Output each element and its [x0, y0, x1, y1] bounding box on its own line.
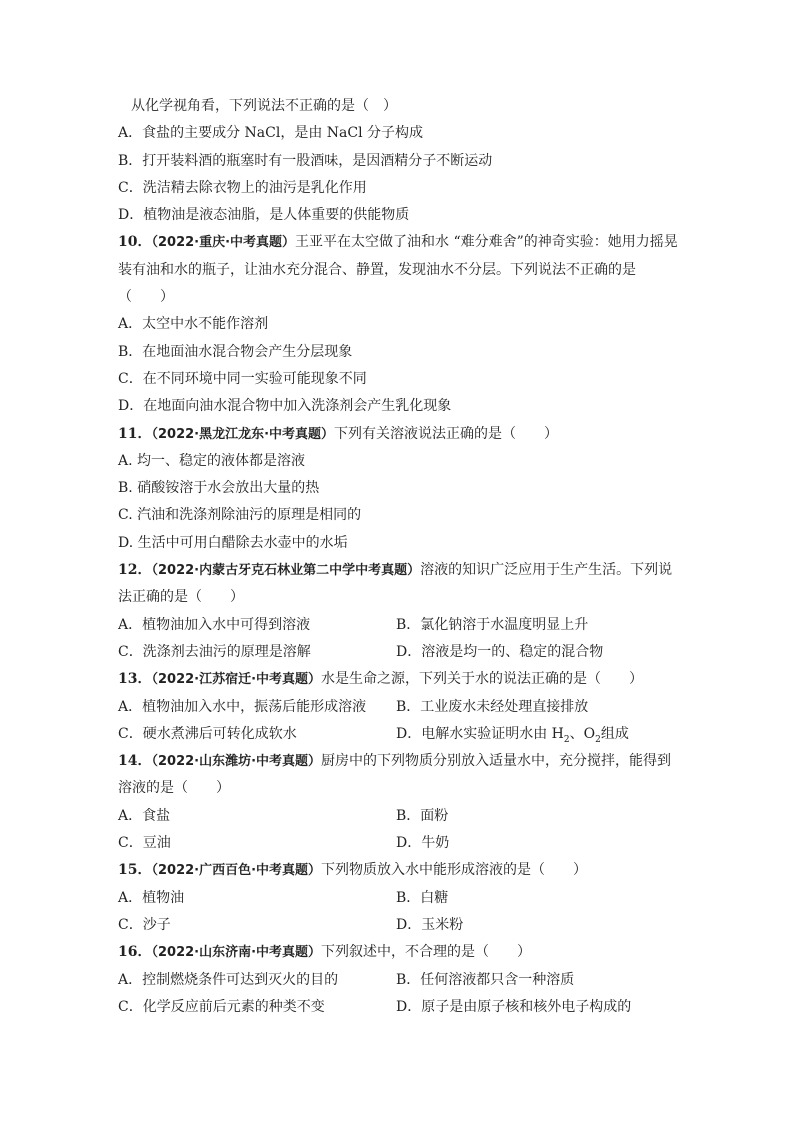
question-11-option-b: B. 硝酸铵溶于水会放出大量的热 — [118, 480, 320, 497]
question-10-stem-line3: （ ） — [118, 289, 174, 306]
question-number: 14． — [118, 753, 152, 770]
question-9-option-b: B．打开装料酒的瓶塞时有一股酒味，是因酒精分子不断运动 — [118, 152, 493, 169]
question-13-options-row2 — [118, 721, 688, 748]
question-10-option-b: B．在地面油水混合物会产生分层现象 — [118, 343, 353, 360]
question-14-options-row2 — [118, 830, 688, 857]
question-source: （2022·广西百色·中考真题） — [151, 863, 322, 879]
question-10-stem-line2: 装有油和水的瓶子，让油水充分混合、静置，发现油水不分层。下列说法不正确的是 — [118, 261, 636, 278]
question-13-option-a: A．植物油加入水中，振荡后能形成溶液 — [118, 698, 367, 715]
question-13-option-d: D．电解水实验证明水由 $H_2$、$O_2$组成 — [396, 725, 629, 745]
question-source: （2022·山东济南·中考真题） — [151, 945, 322, 961]
question-14-option-d: D．牛奶 — [396, 835, 450, 852]
question-number: 16． — [118, 944, 152, 961]
question-12-option-d: D．溶液是均一的、稳定的混合物 — [396, 643, 604, 660]
question-text: 下列叙述中，不合理的是（ ） — [321, 944, 532, 961]
question-12-stem — [118, 557, 688, 584]
question-15-option-b: B．白糖 — [396, 889, 449, 906]
question-10-stem — [118, 229, 688, 256]
question-13-stem — [118, 666, 688, 693]
question-12-options-row2 — [118, 639, 688, 666]
question-15-options-row1 — [118, 885, 688, 912]
question-13-option-b: B．工业废水未经处理直接排放 — [396, 698, 589, 715]
question-16-option-b: B．任何溶液都只含一种溶质 — [396, 971, 575, 988]
question-12-option-b: B．氯化钠溶于水温度明显上升 — [396, 616, 589, 633]
question-number: 13． — [118, 671, 152, 688]
question-text: 溶液的知识广泛应用于生产生活。下列说 — [420, 562, 673, 579]
question-10-option-c: C．在不同环境中同一实验可能现象不同 — [118, 370, 367, 387]
question-text: 下列有关溶液说法正确的是（ ） — [334, 425, 559, 442]
question-source: （2022·山东潍坊·中考真题） — [151, 754, 322, 770]
question-text: 水是生命之源，下列关于水的说法正确的是（ ） — [321, 671, 644, 688]
question-9-option-d: D．植物油是液态油脂，是人体重要的供能物质 — [118, 207, 410, 224]
question-11-stem — [118, 421, 688, 448]
question-source: （2022·江苏宿迁·中考真题） — [151, 672, 322, 688]
question-11-option-c: C. 汽油和洗涤剂除油污的原理是相同的 — [118, 507, 362, 524]
question-16-option-c: C．化学反应前后元素的种类不变 — [118, 998, 325, 1015]
question-16-option-d: D．原子是由原子核和核外电子构成的 — [396, 998, 632, 1015]
question-text: 厨房中的下列物质分别放入适量水中，充分搅拌，能得到 — [321, 753, 672, 770]
question-14-options-row1 — [118, 803, 688, 830]
question-14-stem-line2: 溶液的是（ ） — [118, 780, 230, 797]
question-11-option-d: D. 生活中可用白醋除去水壶中的水垢 — [118, 534, 348, 551]
question-12-stem-line2: 法正确的是（ ） — [118, 589, 244, 606]
question-text: 下列物质放入水中能形成溶液的是（ ） — [321, 862, 588, 879]
question-text: 王亚平在太空做了油和水 “难分难舍”的神奇实验：她用力摇晃 — [295, 234, 678, 251]
question-10-option-a: A．太空中水不能作溶剂 — [118, 316, 269, 333]
question-number: 10． — [118, 234, 152, 251]
question-14-stem — [118, 748, 688, 775]
question-source: （2022·内蒙古牙克石林业第二中学中考真题） — [151, 563, 421, 579]
question-15-option-d: D．玉米粉 — [396, 916, 464, 933]
question-16-options-row1 — [118, 967, 688, 994]
question-number: 15． — [118, 862, 152, 879]
question-source: （2022·黑龙江龙东·中考真题） — [151, 426, 335, 442]
question-12-options-row1 — [118, 612, 688, 639]
question-13-options-row1 — [118, 694, 688, 721]
question-16-options-row2 — [118, 994, 688, 1021]
question-number: 12． — [118, 562, 152, 579]
question-15-options-row2 — [118, 912, 688, 939]
question-11-option-a: A. 均一、稳定的液体都是溶液 — [118, 452, 306, 469]
question-15-option-c: C．沙子 — [118, 916, 171, 933]
question-14-option-a: A．食盐 — [118, 807, 171, 824]
question-9-option-c: C．洗洁精去除衣物上的油污是乳化作用 — [118, 179, 367, 196]
question-15-stem — [118, 857, 688, 884]
question-16-option-a: A．控制燃烧条件可达到灭火的目的 — [118, 971, 339, 988]
question-number: 11． — [118, 425, 152, 442]
question-10-option-d: D．在地面向油水混合物中加入洗涤剂会产生乳化现象 — [118, 398, 452, 415]
question-12-option-c: C．洗涤剂去油污的原理是溶解 — [118, 643, 311, 660]
question-15-option-a: A．植物油 — [118, 889, 185, 906]
question-14-option-b: B．面粉 — [396, 807, 449, 824]
question-14-option-c: C．豆油 — [118, 835, 171, 852]
question-9-option-a: A．食盐的主要成分 NaCl，是由 NaCl 分子构成 — [118, 125, 424, 142]
question-12-option-a: A．植物油加入水中可得到溶液 — [118, 616, 311, 633]
question-9-stem: 从化学视角看，下列说法不正确的是（ ） — [131, 98, 397, 114]
question-16-stem — [118, 939, 688, 966]
exam-page — [118, 93, 688, 1021]
question-13-option-c: C．硬水煮沸后可转化成软水 — [118, 725, 297, 742]
question-source: （2022·重庆·中考真题） — [151, 235, 296, 251]
